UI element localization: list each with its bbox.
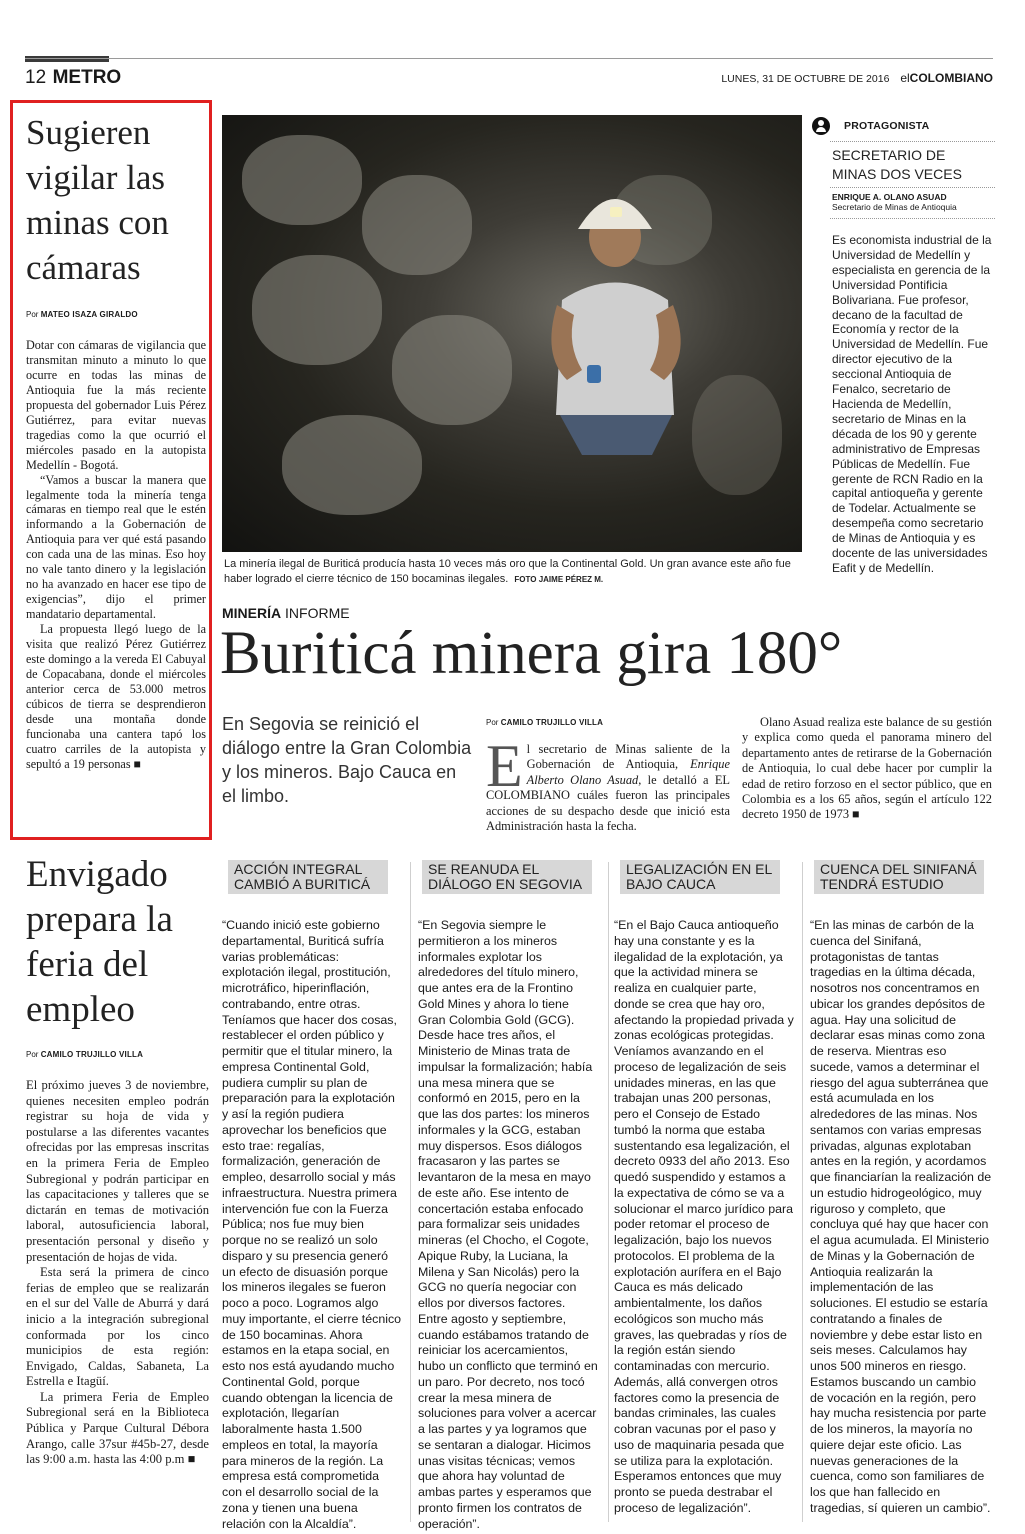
kicker-topic: MINERÍA <box>222 605 282 621</box>
empleo-story-body <box>26 1078 209 1468</box>
caption-text: La minería ilegal de Buriticá producía hasta 10 veces más oro que la Continental Gold. Un gran avance este año fue haber logrado el cierre técnico de 150 bocaminas ilegales. <box>224 558 791 585</box>
protagonista-rule <box>830 141 995 142</box>
column-heading: CUENCA DEL SINIFANÁ TENDRÁ ESTUDIO <box>814 860 984 894</box>
main-byline <box>486 718 603 727</box>
main-lead-col2: Olano Asuad realiza este balance de su gestión y explica como queda el panorama minero del departamento antes de retirarse de la Gobernación de Antioquia, lo cual debe hacer por cumplir la edad de retiro forzoso en el sector público, que en Colombia es a los 65 años, según el artículo 122 decreto 1950 de 1973 ■ <box>742 715 992 822</box>
masthead-prefix: el <box>900 71 910 85</box>
column-segovia <box>418 860 598 1532</box>
empleo-paragraph-1: El próximo jueves 3 de noviembre, quienes necesiten empleo podrán registrar su hoja de vida y postularse a las diferentes vacantes ofrecidas por las empresas inscritas en la primera Feria de Empleo Subregional y podrán participar en las capacitaciones y talleres que se dictarán en temas de motivación laboral, autosuficiencia laboral, presentación personal y diseño y presentación de hojas de vida. <box>26 1078 209 1264</box>
column-heading: SE REANUDA EL DIÁLOGO EN SEGOVIA <box>422 860 592 894</box>
protagonista-rule <box>830 218 995 219</box>
masthead <box>900 71 993 85</box>
column-text: “Cuando inició este gobierno departamental, Buriticá sufría varias problemáticas: explotación ilegal, prostitución, microtráfico, hiperinflación, contrabando, entre otras. Teníamos que hacer dos cosas, restablecer el orden público y permitir que el titular minero, la empresa Continental Gold, pudiera cumplir su plan de preparación para la explotación y así la región pudiera aprovechar los beneficios que esto trae: regalías, formalización, generación de empleo, desarrollo social y más infraestructura. Nuestra primera intervención fue con la Fuerza Pública; nos fue muy bien porque no se realizó un solo disparo y su presencia generó un efecto de disuasión porque los mineros ilegales se fueron poco a poco. Logramos algo muy importante, el cierre técnico de 150 bocaminas. Ahora estamos en la etapa social, en esto nos está ayudando mucho Continental Gold, porque cuando obtengan la licencia de explotación, llegarían laboralmente hasta 1.500 empleos en total, la mayoría para mineros de la región. La empresa está comprometida con el desarrollo social de la zona y tienen una buena relación con la Alcaldía”. <box>222 918 402 1531</box>
header-rule <box>25 58 993 59</box>
side-story-byline <box>26 310 138 319</box>
byline-author: MATEO ISAZA GIRALDO <box>40 310 138 319</box>
byline-author: CAMILO TRUJILLO VILLA <box>40 1050 144 1059</box>
side-paragraph-1: Dotar con cámaras de vigilancia que transmitan minuto a minuto lo que ocurre en todas las minas de Antioquia fue la más reciente propuesta del gobernador Luis Pérez Gutiérrez, para evitar nuevas tragedias como la que ocurrió el miércoles pasado en la autopista Medellín - Bogotá. <box>26 338 206 472</box>
page-header-right <box>721 70 993 87</box>
side-paragraph-2: “Vamos a buscar la manera que legalmente toda la minería tenga cámaras en tiempo real que le estén informando a la Gobernación de Antioquia para ver qué está pasando con cada una de las minas. Eso hoy no vale tanto dinero y la legislación no ha avanzado en hacer ese tipo de exigencias”, dijo el primer mandatario departamental. <box>26 472 206 622</box>
page-header-left <box>25 66 121 90</box>
header-date: LUNES, 31 DE OCTUBRE DE 2016 <box>721 73 890 85</box>
column-sinifana <box>810 860 992 1517</box>
column-text: “En las minas de carbón de la cuenca del Sinifaná, protagonistas de tantas tragedias en la última década, nosotros nos concentramos en ubicar los grandes depósitos de agua. Hay una solicitud de declarar esas minas como zona de reserva. Mientras eso sucede, vamos a determinar el riesgo del agua subterránea que está acumulada en los alrededores de las minas. Nos sentamos con varias empresas privadas, algunas explotaban antes en la región, y acordamos que financiarían la realización de un estudio hidrogeológico, muy riguroso y completo, que concluya qué hay que hacer con el agua acumulada. El Ministerio de Minas y la Gobernación de Antioquia realizarán la implementación de las soluciones. El estudio se estaría contratando a finales de noviembre y debe estar listo en seis meses. Calculamos hay unos 500 mineros en riesgo. Estamos buscando un cambio de vocación en la región, pero hay mucha resistencia por parte de los mineros, la mayoría no quiere dejar este oficio. Las nuevas generaciones de la cuenca, como son familiares de los que han fallecido en tragedias, sí quieren un cambio”. <box>810 918 992 1515</box>
empleo-story-title: Envigado prepara la feria del empleo <box>26 854 173 1030</box>
column-heading: ACCIÓN INTEGRAL CAMBIÓ A BURITICÁ <box>228 860 388 894</box>
byline-author: CAMILO TRUJILLO VILLA <box>500 718 604 727</box>
main-subhead: En Segovia se reinició el diálogo entre la Gran Colombia y los mineros. Bajo Cauca en el limbo. <box>222 714 472 806</box>
main-lead <box>486 733 730 834</box>
mine-photo <box>222 115 802 552</box>
column-divider <box>410 862 411 1522</box>
column-divider <box>608 862 609 1522</box>
photo-credit: FOTO JAIME PÉREZ M. <box>514 575 604 584</box>
miner-figure <box>222 115 802 552</box>
column-accion <box>222 860 402 1532</box>
lead-text-after: , le detalló a EL COLOMBIANO cuáles fueron las principales acciones de su despacho desde que inició esta Administración hasta la fecha. <box>486 772 730 834</box>
drop-cap: E <box>486 733 523 799</box>
masthead-brand: COLOMBIANO <box>909 71 993 85</box>
lead-name: Enrique Alberto Olano Asuad <box>526 757 730 787</box>
photo-caption <box>224 557 802 587</box>
kicker-type: INFORME <box>285 605 350 621</box>
protagonista-label-row <box>810 115 995 137</box>
side-story-body <box>26 338 206 772</box>
protagonista-box <box>810 115 995 576</box>
side-story-title: Sugieren vigilar las minas con cámaras <box>26 113 169 287</box>
byline-por: Por <box>26 310 39 319</box>
column-bajo-cauca <box>614 860 794 1517</box>
column-divider <box>802 862 803 1522</box>
empleo-paragraph-2: Esta será la primera de cinco ferias de empleo que se realizarán en el sur del Valle de Aburrá y dará inicio a la integración subregional conformada por los cinco municipios de esta región: Envigado, Caldas, Sabaneta, La Estrella e Itagüí. <box>26 1265 209 1389</box>
byline-por: Por <box>26 1050 39 1059</box>
column-text: “En Segovia siempre le permitieron a los mineros informales explotar los alrededores del título minero, que antes era de la Frontino Gold Mines y ahora lo tiene Gran Colombia Gold (GCG). Desde hace tres años, el Ministerio de Minas trata de impulsar la formalización; había una mesa minera que se conformó en 2015, pero en la que las dos partes: los mineros informales y la GCG, estaban muy dispersos. Esos diálogos fracasaron y las partes se levantaron de la mesa en mayo de este año. Ese intento de concertación estaba enfocado para formalizar seis unidades mineras (el Chocho, el Cogote, Apique Ruby, la Luciana, la Milena y San Nicolás) pero la GCG no quería negociar con ellos por diversos factores. Entre agosto y septiembre, cuando estábamos tratando de reiniciar los acercamientos, hubo un conflicto que terminó en un paro. Por decreto, nos tocó crear la mesa minera de soluciones para volver a acercar a las partes y ya logramos que se sentaran a dialogar. Hicimos unas visitas técnicas; vemos que ahora hay voluntad de ambas partes y esperamos que pronto firmen los contratos de operación”. <box>418 918 598 1531</box>
lead-text-before: l secretario de Minas saliente de la Gobernación de Antioquia, <box>526 742 730 772</box>
main-headline: Buriticá minera gira 180° <box>220 620 843 687</box>
person-icon <box>812 117 830 135</box>
protagonista-bio: Es economista industrial de la Universidad de Medellín y especialista en gerencia de la Universidad Pontificia Bolivariana. Fue profesor, decano de la facultad de Economía y rector de la Universidad de Medellín. Fue director ejecutivo de la seccional Antioquia de Fenalco, secretario de Hacienda de Medellín, secretario de Minas en la década de los 90 y gerente administrativo de Empresas Públicas de Medellín. Fue gerente de RCN Radio en la capital antioqueña y gerente de Todelar. Actualmente se desempeña como secretario de Minas de Antioquia y es docente de las universidades Eafit y de Medellín. <box>832 233 992 575</box>
empleo-paragraph-3: La primera Feria de Empleo Subregional será en la Biblioteca Pública y Parque Cultural Débora Arango, calle 37sur #45b-27, desde las 9:00 a.m. hasta las 4:00 p.m ■ <box>26 1389 209 1467</box>
page-number: 12 <box>25 67 47 88</box>
protagonista-name: ENRIQUE A. OLANO ASUAD <box>832 192 947 202</box>
protagonista-title: SECRETARIO DE MINAS DOS VECES <box>832 147 962 182</box>
byline-por: Por <box>486 718 499 727</box>
column-text: “En el Bajo Cauca antioqueño hay una constante y es la ilegalidad de la explotación, ya que la actividad minera se realiza en cualquier parte, donde se crea que hay oro, afectando la propiedad privada y zonas ecológicas protegidas. Veníamos avanzando en el proceso de legalización de seis unidades mineras, en las que trabajan unas 200 personas, pero el Consejo de Estado tumbó la norma que estaba sustentando esa legalización, el decreto 0933 del año 2013. Eso quedó suspendido y estamos a la expectativa de cómo se va a solucionar el marco jurídico para poder retomar el proceso de legalización, bajo los nuevos protocolos. El problema de la explotación aurífera en el Bajo Cauca es más delicado ambientalmente, los daños ecológicos son mucho más graves, las quebradas y ríos de la región están siendo contaminadas con mercurio. Además, allá convergen otros factores como la presencia de bandas criminales, las cuales cobran vacunas por el paso y uso de maquinaria pesada que se utiliza para la explotación. Esperamos entonces que muy pronto se pueda destrabar el proceso de legalización”. <box>614 918 794 1515</box>
side-paragraph-3: La propuesta llegó luego de la visita que realizó Pérez Gutiérrez este domingo a la vereda El Cabuyal de Copacabana, donde el miércoles anterior cerca de 53.000 metros cúbicos de tierra se desprendieron desde una montaña donde funcionaba una cantera tapó los cuatro carriles de la autopista y sepultó a 19 personas ■ <box>26 622 206 771</box>
section-bar <box>25 56 109 62</box>
column-heading: LEGALIZACIÓN EN EL BAJO CAUCA <box>620 860 780 894</box>
empleo-story-byline <box>26 1050 143 1059</box>
section-name: METRO <box>52 67 122 88</box>
protagonista-label: PROTAGONISTA <box>844 120 930 132</box>
protagonista-rule <box>830 187 995 188</box>
protagonista-role: Secretario de Minas de Antioquia <box>832 202 957 212</box>
